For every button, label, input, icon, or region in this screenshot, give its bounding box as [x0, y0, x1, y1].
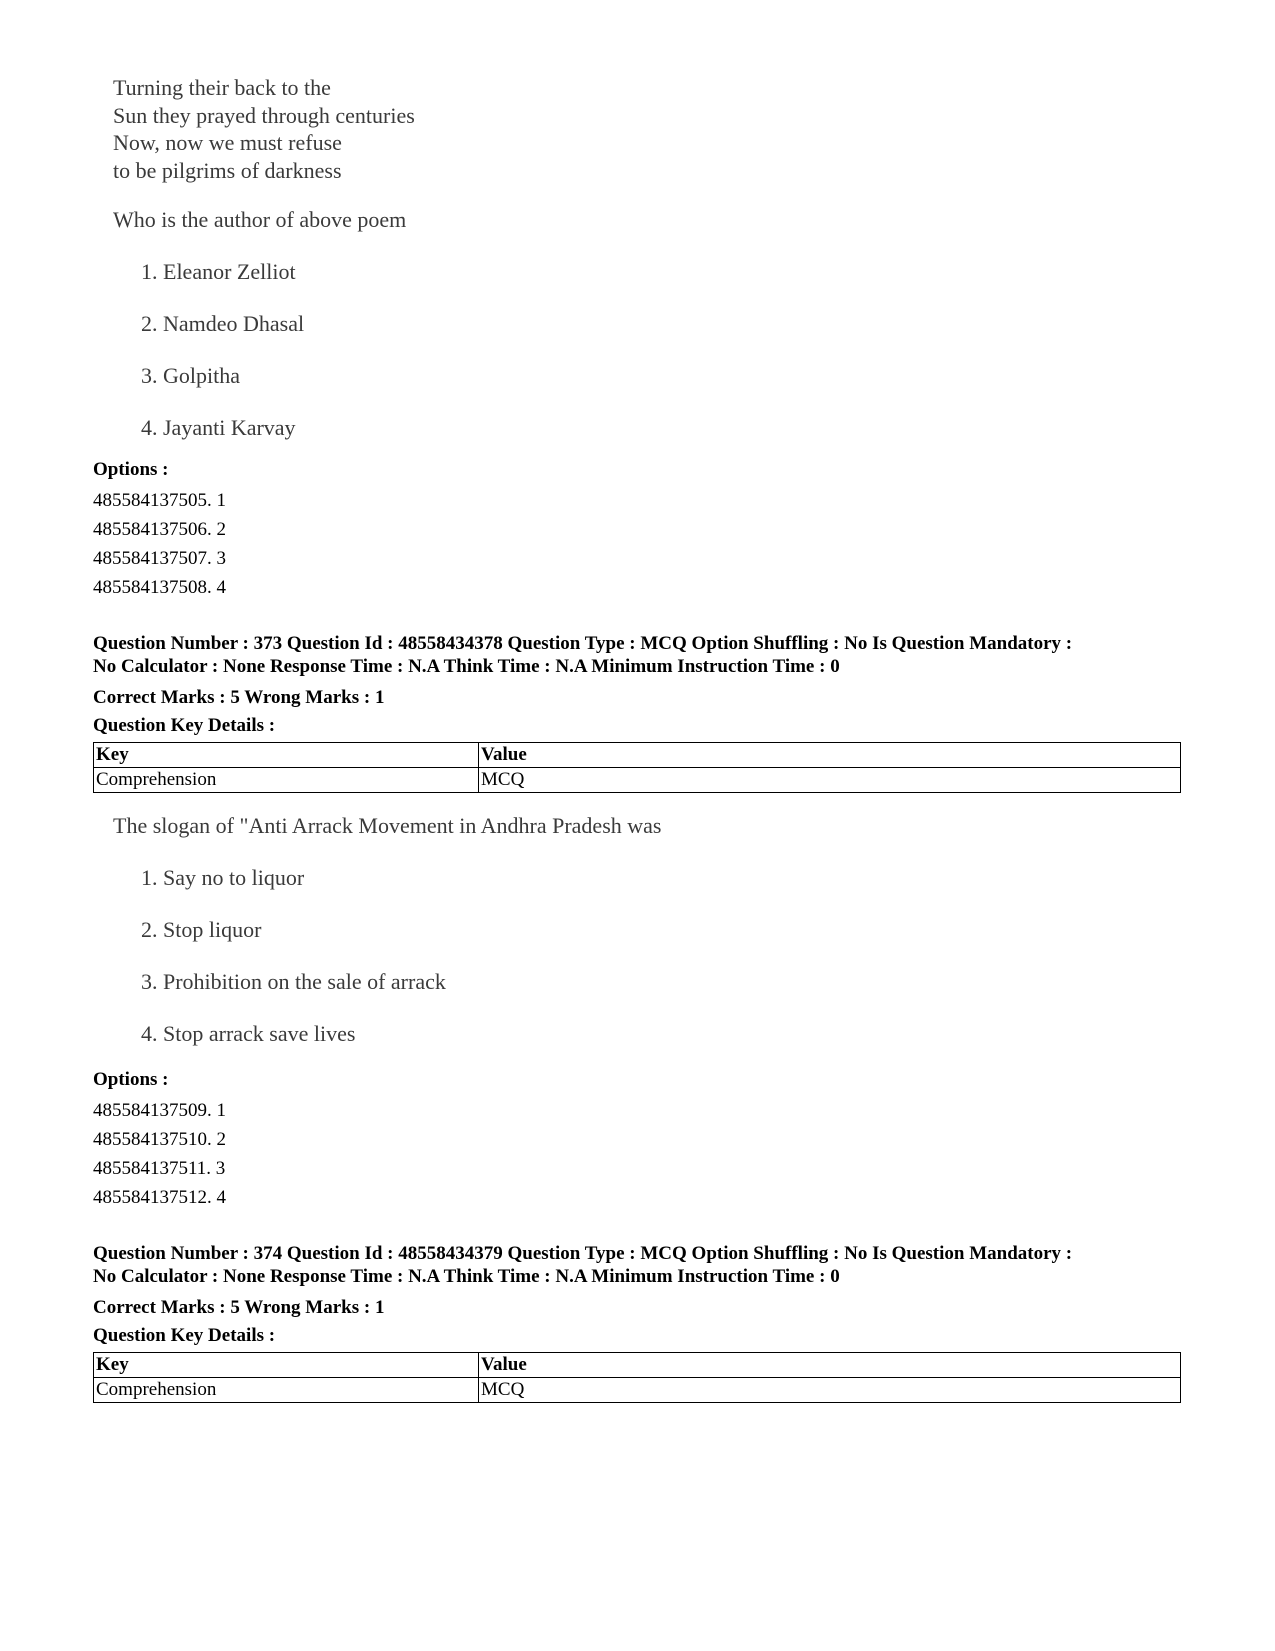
question-stem: Who is the author of above poem: [113, 207, 407, 232]
table-header-cell: Value: [479, 1353, 1181, 1378]
option-id: 485584137510. 2: [93, 1129, 226, 1150]
poem-line: to be pilgrims of darkness: [113, 157, 342, 183]
options-label: Options :: [93, 1069, 169, 1090]
table-header-row: [94, 743, 1181, 768]
table-header-cell: Value: [479, 743, 1181, 768]
question-stem: The slogan of "Anti Arrack Movement in Andhra Pradesh was: [113, 813, 662, 838]
answer-choice: 4. Stop arrack save lives: [141, 1021, 356, 1046]
question-header: No Calculator : None Response Time : N.A Think Time : N.A Minimum Instruction Time : 0: [93, 656, 840, 677]
poem-line: Now, now we must refuse: [113, 130, 342, 155]
marks-line: Correct Marks : 5 Wrong Marks : 1: [93, 1297, 385, 1318]
table-row: [94, 1378, 1181, 1403]
q373-header-block: [93, 632, 1183, 793]
answer-choice: 1. Say no to liquor: [141, 865, 305, 890]
table-cell: Comprehension: [94, 1378, 479, 1403]
key-details-label: Question Key Details :: [93, 715, 276, 736]
q372-question-image: [113, 74, 415, 466]
answer-choice: 2. Stop liquor: [141, 917, 262, 942]
table-header-cell: Key: [94, 743, 479, 768]
answer-choice: 4. Jayanti Karvay: [141, 415, 296, 440]
table-cell: MCQ: [479, 768, 1181, 793]
poem-line: Turning their back to the: [113, 75, 331, 100]
option-id: 485584137509. 1: [93, 1100, 226, 1121]
table-header-cell: Key: [94, 1353, 479, 1378]
option-id: 485584137506. 2: [93, 519, 226, 540]
option-id: 485584137512. 4: [93, 1187, 226, 1208]
key-details-label: Question Key Details :: [93, 1325, 276, 1346]
answer-choice: 2. Namdeo Dhasal: [141, 311, 305, 336]
answer-choice: 3. Prohibition on the sale of arrack: [141, 969, 446, 994]
question-header: Question Number : 373 Question Id : 48558434378 Question Type : MCQ Option Shuffling : No Is Question Mandatory :: [93, 633, 1073, 654]
answer-choice: 1. Eleanor Zelliot: [141, 259, 296, 284]
poem-line: Sun they prayed through centuries: [113, 102, 415, 128]
table-header-row: [94, 1353, 1181, 1378]
options-label: Options :: [93, 459, 169, 480]
q374-header-block: [93, 1242, 1183, 1403]
table-cell: Comprehension: [94, 768, 479, 793]
question-header: Question Number : 374 Question Id : 48558434379 Question Type : MCQ Option Shuffling : No Is Question Mandatory :: [93, 1243, 1073, 1264]
option-id: 485584137508. 4: [93, 577, 226, 598]
key-details-table: [93, 1352, 1181, 1403]
q373-question-image: [113, 812, 661, 1072]
question-header: No Calculator : None Response Time : N.A Think Time : N.A Minimum Instruction Time : 0: [93, 1266, 840, 1287]
q372-options-block: [93, 458, 1183, 602]
option-id: 485584137511. 3: [93, 1158, 226, 1179]
answer-choice: 3. Golpitha: [141, 363, 240, 388]
q373-options-block: [93, 1068, 1183, 1212]
table-row: [94, 768, 1181, 793]
table-cell: MCQ: [479, 1378, 1181, 1403]
option-id: 485584137507. 3: [93, 548, 226, 569]
key-details-table: [93, 742, 1181, 793]
marks-line: Correct Marks : 5 Wrong Marks : 1: [93, 687, 385, 708]
option-id: 485584137505. 1: [93, 490, 226, 511]
